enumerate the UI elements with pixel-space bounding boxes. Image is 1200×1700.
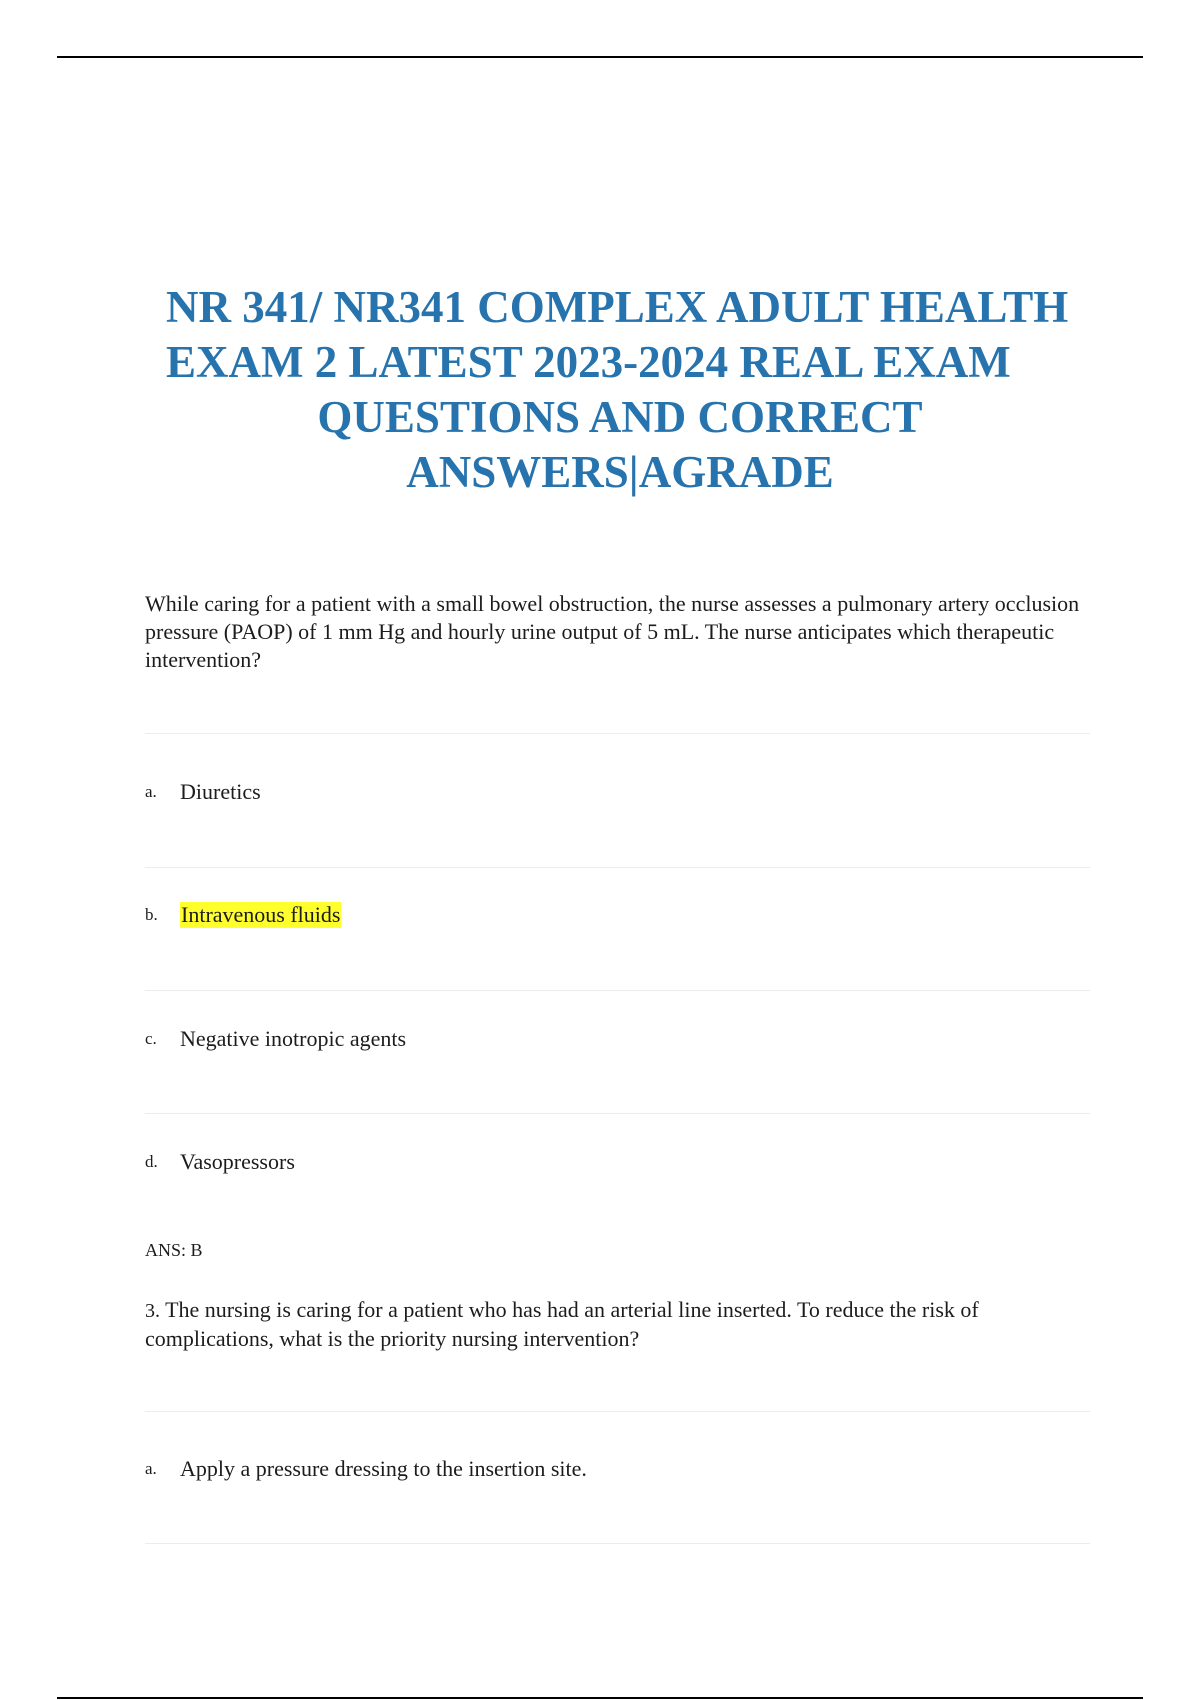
option-a (145, 777, 261, 807)
bottom-rule (57, 1697, 1143, 1699)
option-text: Negative inotropic agents (180, 1026, 407, 1051)
option-letter: d. (145, 1152, 158, 1171)
option-text: Vasopressors (180, 1149, 295, 1174)
option-d (145, 1147, 295, 1177)
question-1-text: While caring for a patient with a small bowel obstruction, the nurse assesses a pulmonary artery occlusion pressure (PAOP) of 1 mm Hg and hourly urine output of 5 mL. The nurse anticipates which therapeutic intervention? (145, 591, 1080, 672)
separator (145, 1113, 1090, 1114)
separator (145, 1411, 1090, 1412)
question-number: 3. (145, 1300, 160, 1322)
option-a (145, 1454, 587, 1484)
question-3-text: The nursing is caring for a patient who has had an arterial line inserted. To reduce the risk of complications, what is the priority nursing intervention? (145, 1297, 979, 1351)
highlighted-answer: Intravenous fluids (181, 902, 341, 927)
title-line-3: QUESTIONS AND CORRECT (317, 392, 923, 442)
top-rule (57, 56, 1143, 58)
title-line-2: EXAM 2 LATEST 2023-2024 REAL EXAM (166, 337, 1011, 387)
separator (145, 867, 1090, 868)
option-b (145, 900, 341, 930)
option-text: Apply a pressure dressing to the insertion site. (180, 1456, 587, 1481)
separator (145, 1543, 1090, 1544)
separator (145, 990, 1090, 991)
option-letter: b. (145, 905, 158, 924)
option-text: Diuretics (180, 779, 261, 804)
question-3 (145, 1296, 1090, 1353)
option-letter: a. (145, 1459, 157, 1478)
option-c (145, 1024, 406, 1054)
document-title (160, 280, 1080, 500)
title-line-1: NR 341/ NR341 COMPLEX ADULT HEALTH (166, 282, 1069, 332)
title-line-4: ANSWERS|AGRADE (406, 447, 834, 497)
option-letter: a. (145, 782, 157, 801)
option-letter: c. (145, 1029, 157, 1048)
separator (145, 733, 1090, 734)
answer-key: ANS: B (145, 1240, 203, 1260)
